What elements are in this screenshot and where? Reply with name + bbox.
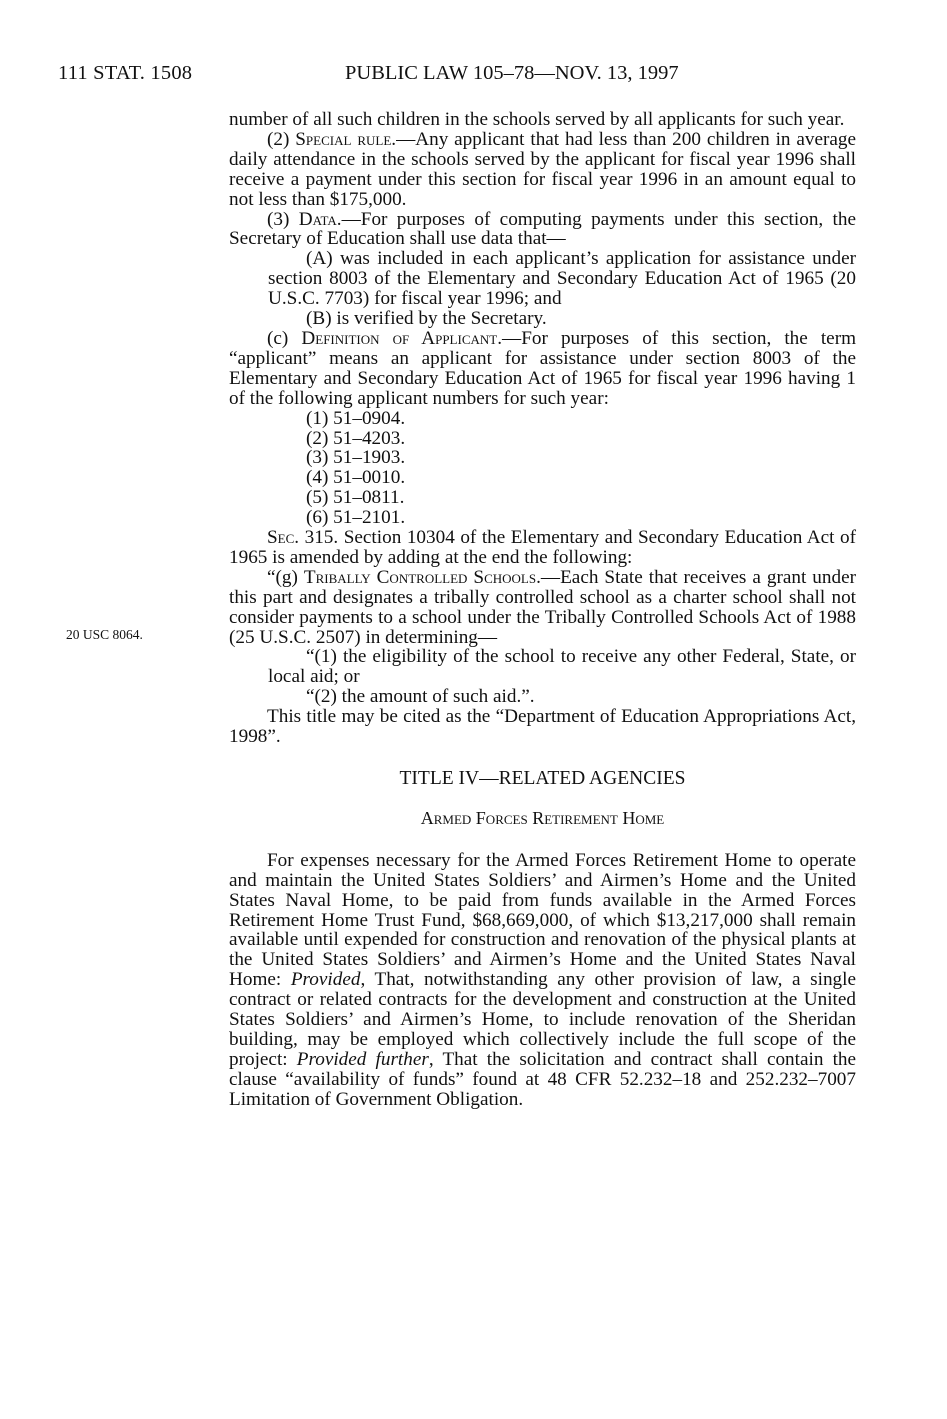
tribal-text: —Each State that receives a grant under this part and designates a tribally controlled school as a charter school shall not consider payments to a school under the Tribally Controlled Schools Act of 1988 (25 U.S.C. 2507) in determining— (229, 566, 856, 648)
applicant-number: (1) 51–0904. (306, 407, 406, 429)
afrh-proviso-2: Provided further (296, 1048, 429, 1070)
tribal-item-2: “(2) the amount of such aid.”. (306, 686, 535, 708)
short-title-citation: This title may be cited as the “Department of Education Appropriations Act, 1998”. (229, 706, 856, 748)
page-body (229, 110, 856, 1110)
data-heading: Data. (298, 208, 342, 230)
definition-num: (c) (267, 327, 289, 349)
afrh-proviso-1: Provided (290, 969, 361, 991)
statute-page-reference: 111 STAT. 1508 (58, 62, 193, 84)
paragraph-data (229, 210, 856, 250)
applicant-number-list (229, 409, 856, 528)
paragraph-special-rule (229, 130, 856, 210)
agency-heading: Armed Forces Retirement Home (420, 807, 665, 828)
section-315 (229, 528, 856, 568)
definition-text: —For purposes of this section, the term “applicant” means an applicant for assistance under section 8003 of the Elementary and Secondary Education Act of 1965 for fiscal year 1996 having 1 of the following applicant numbers for such year: (229, 327, 857, 409)
afrh-text-2: , That, notwithstanding any other provision of law, a single contract or related contracts for the development and construction at the United States Soldiers’ and Airmen’s Home, to include renovation of the Sheridan building, may be employed which collectively include the full scope of the project: (229, 969, 856, 1070)
item-b: (B) is verified by the Secretary. (306, 308, 547, 330)
special-rule-num: (2) (267, 128, 290, 150)
public-law-title: PUBLIC LAW 105–78—NOV. 13, 1997 (345, 62, 679, 84)
definition-heading: Definition of Applicant. (301, 327, 503, 349)
data-text: —For purposes of computing payments under this section, the Secretary of Education shall use data that— (229, 208, 856, 250)
title-heading: TITLE IV—RELATED AGENCIES (399, 768, 686, 789)
tribal-num: “(g) (267, 566, 298, 588)
item-a: (A) was included in each applicant’s application for assistance under section 8003 of the Elementary and Secondary Education Act of 1965 (20 U.S.C. 7703) for fiscal year 1996; and (268, 248, 856, 310)
tribal-item-1: “(1) the eligibility of the school to receive any other Federal, State, or local aid; or (268, 646, 856, 688)
afrh-text-1: For expenses necessary for the Armed Forces Retirement Home to operate and maintain the United States Soldiers’ and Airmen’s Home and the United States Naval Home, to be paid from funds available in the Armed Forces Retirement Home Trust Fund, $68,669,000, of which $13,217,000 shall remain available until expended for construction and renovation of the physical plants at the United States Soldiers’ and Airmen’s Home and the United States Naval Home: (229, 849, 856, 991)
applicant-number: (6) 51–2101. (306, 507, 406, 529)
applicant-number: (5) 51–0811. (306, 487, 405, 509)
paragraph-afrh (229, 851, 856, 1110)
paragraph-continuation: number of all such children in the schools served by all applicants for such year. (229, 109, 845, 130)
special-rule-text: —Any applicant that had less than 200 children in average daily attendance in the schools served by the applicant for fiscal year 1996 shall receive a payment under this section for fiscal year 1996 in an amount equal to not less than $175,000. (229, 128, 857, 210)
section-label: Sec. (267, 527, 300, 549)
data-num: (3) (267, 208, 290, 230)
applicant-number: (3) 51–1903. (306, 447, 406, 469)
afrh-text-3: , That the solicitation and contract shall contain the clause “availability of funds” found at 48 CFR 52.232–18 and 252.232–7007 Limitation of Government Obligation. (229, 1048, 857, 1110)
applicant-number: (4) 51–0010. (306, 467, 406, 489)
paragraph-definition (229, 329, 856, 409)
section-315-text: 315. Section 10304 of the Elementary and Secondary Education Act of 1965 is amended by adding at the end the following: (229, 527, 856, 568)
margin-citation: 20 USC 8064. (66, 627, 143, 642)
tribal-heading: Tribally Controlled Schools. (303, 566, 541, 588)
special-rule-heading: Special rule. (295, 128, 397, 150)
applicant-number: (2) 51–4203. (306, 427, 406, 449)
paragraph-tribal (229, 568, 856, 648)
